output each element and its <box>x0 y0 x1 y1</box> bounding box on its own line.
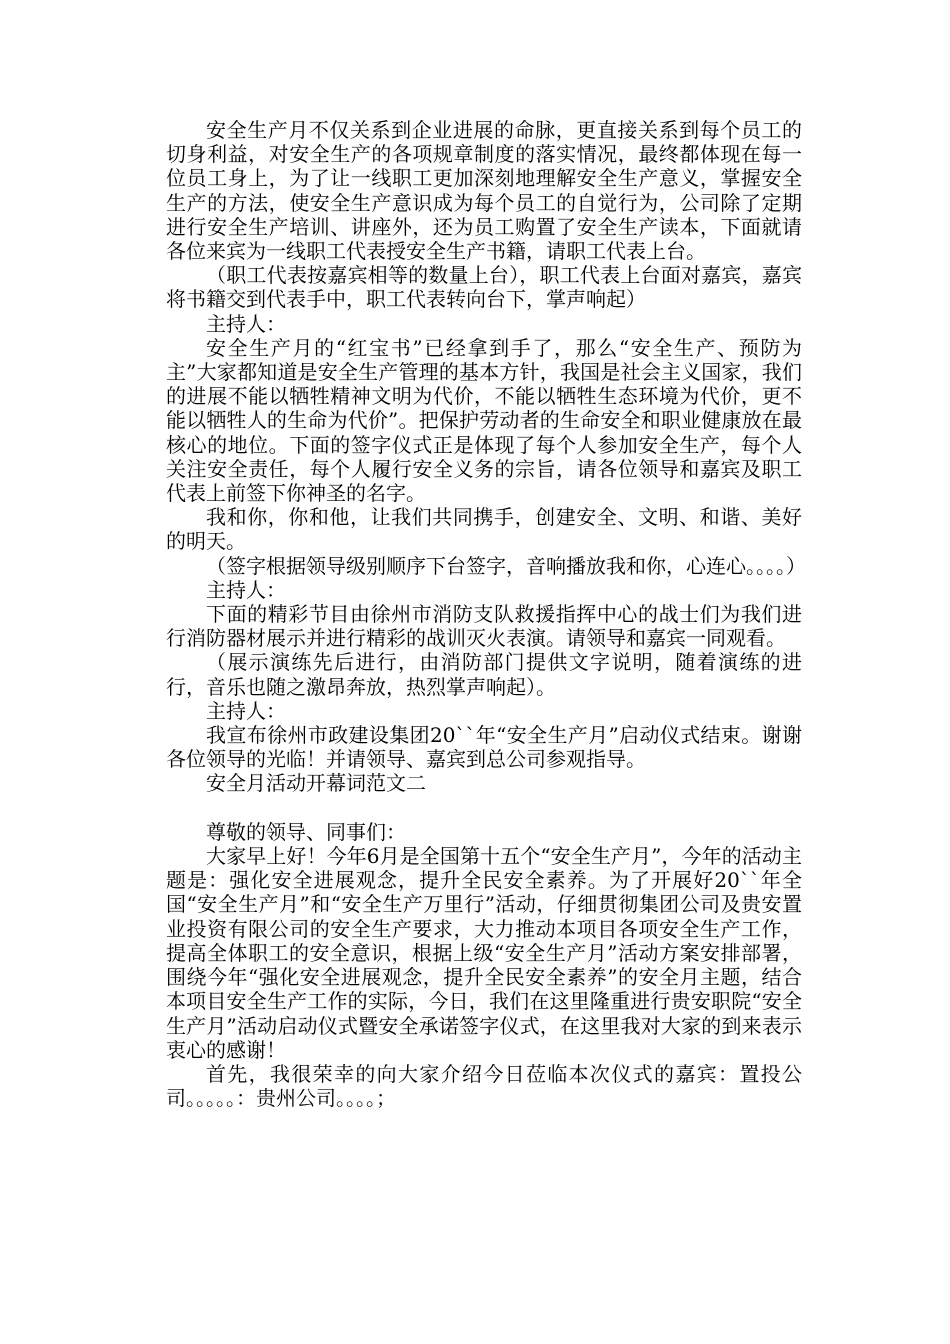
salutation: 尊敬的领导、同事们： <box>206 819 406 844</box>
speaker-label: 主持人： <box>206 698 286 723</box>
paragraph: 安全生产月的“红宝书”已经拿到手了，那么“安全生产、预防为主”大家都知道是安全生产管理的基本方针，我国是社会主义国家，我们的进展不能以牺牲精神文明为代价，不能以牺牲生态环境为代价，更不能以牺牲人的生命为代价”。把保护劳动者的生命安全和职业健康放在最核心的地位。下面的签字仪式正是体现了每个人参加安全生产，每个人关注安全责任，每个人履行安全义务的宗旨，请各位领导和嘉宾及职工代表上前签下你神圣的名字。 <box>166 335 802 506</box>
paragraph: （职工代表按嘉宾相等的数量上台），职工代表上台面对嘉宾，嘉宾将书籍交到代表手中，职工代表转向台下，掌声响起） <box>166 263 802 312</box>
speaker-label: 主持人： <box>206 311 286 336</box>
paragraph: 我宣布徐州市政建设集团20``年“安全生产月”启动仪式结束。谢谢各位领导的光临！并请领导、嘉宾到总公司参观指导。 <box>166 723 802 772</box>
document-body <box>166 118 806 1111</box>
section-heading: 安全月活动开幕词范文二 <box>206 771 426 796</box>
paragraph: 下面的精彩节目由徐州市消防支队救援指挥中心的战士们为我们进行消防器材展示并进行精彩的战训灭火表演。请领导和嘉宾一同观看。 <box>166 602 802 651</box>
paragraph: 我和你，你和他，让我们共同携手，创建安全、文明、和谐、美好的明天。 <box>166 505 802 554</box>
speaker-label: 主持人： <box>206 577 286 602</box>
paragraph: 首先，我很荣幸的向大家介绍今日莅临本次仪式的嘉宾：置投公司。。。。。：贵州公司。。。。； <box>166 1061 802 1111</box>
paragraph: （签字根据领导级别顺序下台签字，音响播放我和你，心连心。。。。） <box>206 553 806 578</box>
blank-line <box>166 796 802 820</box>
paragraph: 安全生产月不仅关系到企业进展的命脉，更直接关系到每个员工的切身利益，对安全生产的各项规章制度的落实情况，最终都体现在每一位员工身上，为了让一线职工更加深刻地理解安全生产意义，掌握安全生产的方法，使安全生产意识成为每个员工的自觉行为，公司除了定期进行安全生产培训、讲座外，还为员工购置了安全生产读本，下面就请各位来宾为一线职工代表授安全生产书籍，请职工代表上台。 <box>166 118 802 264</box>
paragraph: 大家早上好！今年6月是全国第十五个“安全生产月”，今年的活动主题是：强化安全进展观念，提升全民安全素养。为了开展好20``年全国“安全生产月”和“安全生产万里行”活动，仔细贯彻集团公司及贵安置业投资有限公司的安全生产要求，大力推动本项目各项安全生产工作，提高全体职工的安全意识，根据上级“安全生产月”活动方案安排部署，围绕今年“强化安全进展观念，提升全民安全素养”的安全月主题，结合本项目安全生产工作的实际，今日，我们在这里隆重进行贵安职院“安全生产月”活动启动仪式暨安全承诺签字仪式，在这里我对大家的到来表示衷心的感谢！ <box>166 844 802 1062</box>
paragraph: （展示演练先后进行，由消防部门提供文字说明，随着演练的进行，音乐也随之激昂奔放，热烈掌声响起）。 <box>166 650 802 699</box>
